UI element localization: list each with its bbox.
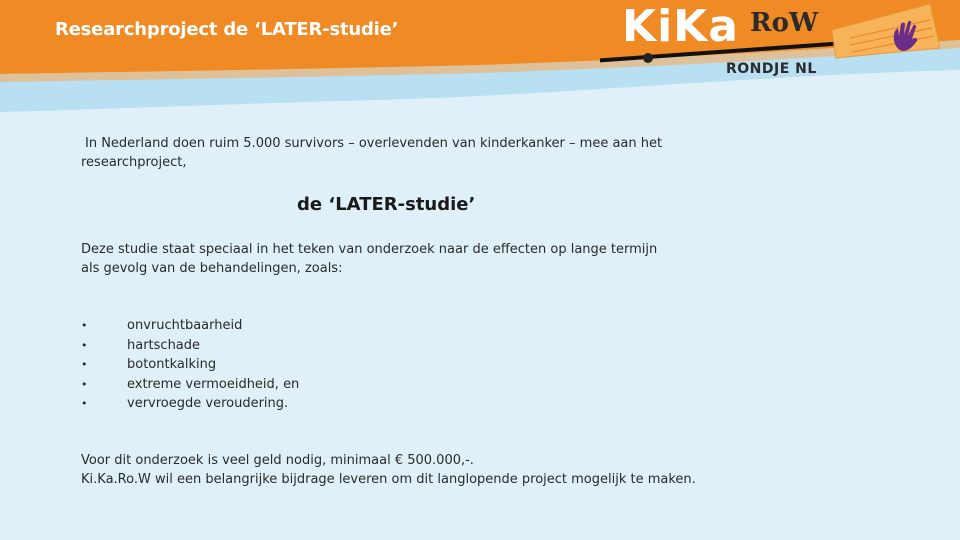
bullet-icon: • <box>81 319 88 332</box>
brand-suffix: RoW <box>750 8 819 38</box>
bullet-icon: • <box>81 358 88 371</box>
description-paragraph <box>81 240 657 278</box>
hand-icon <box>886 16 926 56</box>
intro-line-2: researchproject, <box>81 155 187 170</box>
intro-paragraph <box>81 134 662 172</box>
closing-line-1: Voor dit onderzoek is veel geld nodig, minimaal € 500.000,-. <box>81 453 474 468</box>
brand-name: KiKa <box>622 1 739 52</box>
closing-line-2: Ki.Ka.Ro.W wil een belangrijke bijdrage leveren om dit langlopende project mogelijk te maken. <box>81 472 696 487</box>
list-item-text: extreme vermoeidheid, en <box>127 376 300 392</box>
brand-tagline: RONDJE NL <box>726 61 817 77</box>
bullet-icon: • <box>81 338 88 352</box>
list-item-text: onvruchtbaarheid <box>127 318 243 333</box>
description-line-2: als gevolg van de behandelingen, zoals: <box>81 261 343 276</box>
study-subtitle: de ‘LATER-studie’ <box>297 194 476 215</box>
list-item-text: hartschade <box>127 337 201 353</box>
kikarow-logo <box>600 0 940 90</box>
intro-line-1: In Nederland doen ruim 5.000 survivors – overlevenden van kinderkanker – mee aan het <box>85 136 663 151</box>
bullet-icon: • <box>81 397 88 410</box>
bullet-icon: • <box>81 377 88 391</box>
list-item-text: vervroegde veroudering. <box>127 396 289 411</box>
description-line-1: Deze studie staat speciaal in het teken van onderzoek naar de effecten op lange termijn <box>81 242 658 257</box>
closing-paragraph <box>81 451 696 489</box>
slide-title: Researchproject de ‘LATER-studie’ <box>55 19 399 40</box>
list-item-text: botontkalking <box>127 357 217 372</box>
